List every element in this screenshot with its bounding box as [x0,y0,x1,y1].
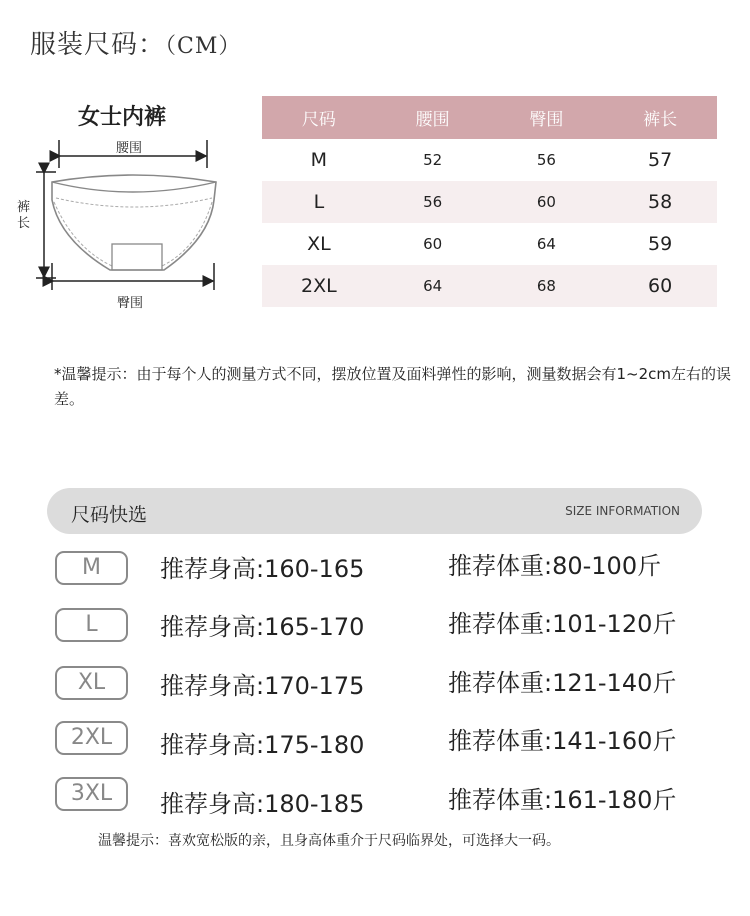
table-cell: 57 [648,149,673,171]
recommended-height: 推荐身高:160-165 [160,555,365,583]
underwear-outline [52,175,216,270]
quick-select-header [47,488,702,534]
table-cell: 64 [536,235,556,253]
table-row [262,139,717,181]
recommended-weight: 推荐体重:121-140斤 [448,669,677,697]
table-cell: 68 [490,265,604,307]
table-row [262,223,717,265]
quick-select-subtitle: SIZE INFORMATION [565,504,680,518]
header-length: 裤长 [603,96,717,139]
table-cell: 2XL [262,265,376,307]
recommended-height: 推荐身高:180-185 [160,790,365,818]
table-cell: 56 [536,151,556,169]
table-cell: M [310,149,328,171]
recommended-height: 推荐身高:165-170 [160,613,365,641]
size-button-2xl[interactable]: 2XL [55,721,128,755]
size-button-3xl[interactable]: 3XL [55,777,128,811]
header-waist: 腰围 [376,96,490,139]
header-size: 尺码 [262,96,376,139]
recommended-weight: 推荐体重:101-120斤 [448,610,677,638]
hip-label: 臀围 [117,296,144,311]
header-hip: 臀围 [490,96,604,139]
page-title: 服装尺码：（CM） [30,30,242,60]
table-cell: 60 [603,265,717,307]
diagram-title: 女士内裤 [78,105,167,130]
measurement-note: *温馨提示：由于每个人的测量方式不同，摆放位置及面料弹性的影响，测量数据会有1~2cm左右的误差。 [54,365,732,408]
table-cell: XL [307,233,331,255]
size-tip: 温馨提示：喜欢宽松版的亲，且身高体重介于尺码临界处，可选择大一码。 [98,833,560,849]
table-cell: 52 [423,151,443,169]
table-cell: 60 [490,181,604,223]
table-row [262,265,717,307]
waist-label: 腰围 [116,141,143,156]
size-button-m[interactable]: M [55,551,128,585]
underwear-diagram [14,98,234,314]
quick-select-title: 尺码快选 [71,504,148,526]
size-button-xl[interactable]: XL [55,666,128,700]
size-table [262,96,717,307]
unit-label: （CM） [165,34,242,59]
table-cell: 58 [603,181,717,223]
recommended-height: 推荐身高:170-175 [160,672,365,700]
table-cell: 56 [376,181,490,223]
table-cell: 60 [423,235,443,253]
recommended-weight: 推荐体重:141-160斤 [448,727,677,755]
size-button-l[interactable]: L [55,608,128,642]
table-cell: 64 [376,265,490,307]
recommended-weight: 推荐体重:161-180斤 [448,786,677,814]
recommended-height: 推荐身高:175-180 [160,731,365,759]
table-header-row [262,96,717,139]
table-cell: 59 [648,233,673,255]
length-label: 裤长 [17,200,31,231]
recommended-weight: 推荐体重:80-100斤 [448,552,662,580]
table-cell: L [262,181,376,223]
table-row [262,181,717,223]
